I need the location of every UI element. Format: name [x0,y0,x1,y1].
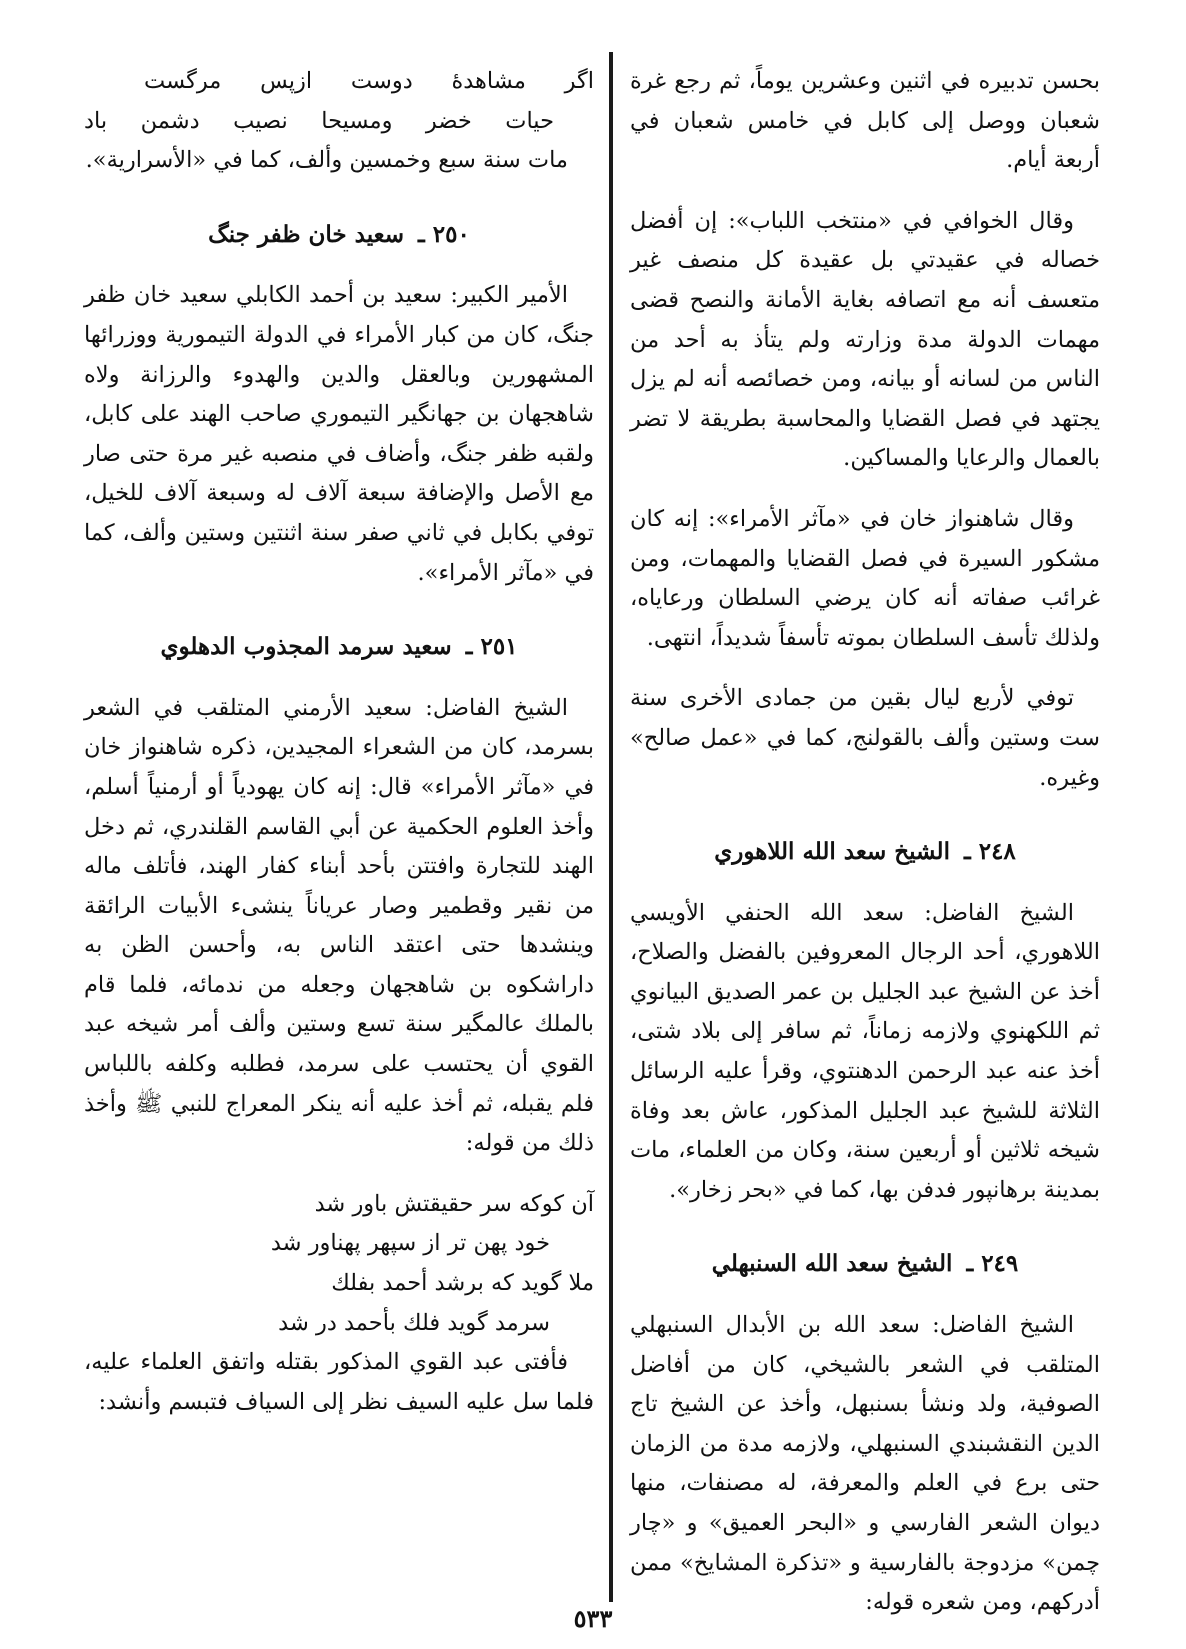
entry-body-251: الشيخ الفاضل: سعيد الأرمني المتلقب في الشعر بسرمد، كان من الشعراء المجيدين، ذكره شاهنواز خان في «مآثر الأمراء» قال: إنه كان يهودياً أو أرمنياً أسلم، وأخذ العلوم الحكمية عن أبي القاسم القلندري، ثم دخل الهند للتجارة وافتتن بأحد أبناء كفار الهند، فأتلف ماله من نقير وقطمير وصار عرياناً ينشىء الأبيات الرائقة وينشدها حتى اعتقد الناس به، وأحسن الظن به داراشكوه بن شاهجهان وجعله من ندمائه، فلما قام بالملك عالمگير سنة تسع وستين وألف أمر شيخه عبد القوي أن يحتسب على سرمد، فطلبه وكلفه باللباس فلم يقبله، ثم أخذ عليه أنه ينكر المعراج للنبي ﷺ وأخذ ذلك من قوله: [84,694,594,1157]
right-column [630,62,1100,1623]
entry-heading-250 [84,215,594,255]
paragraph-shahnawaz-quote: وقال شاهنواز خان في «مآثر الأمراء»: إنه كان مشكور السيرة في فصل القضايا والمهمات، ومن غرائب صفاته أنه كان يرضي السلطان ورعاياه، ولذلك تأسف السلطان بموته تأسفاً شديداً، انتهى. [630,505,1100,651]
verse-line: اگر مشاهدهٔ دوست ازپس مرگست [144,68,594,94]
verse-line: حيات خضر ومسيحا نصيب دشمن باد [84,107,554,134]
verse-line: سرمد گويد فلك بأحمد در شد [278,1309,550,1336]
verse-line: آن كوكه سر حقيقتش باور شد [314,1190,594,1217]
entry-heading-251 [84,627,594,667]
entry-body-250: الأمير الكبير: سعيد بن أحمد الكابلي سعيد خان ظفر جنگ، كان من كبار الأمراء في الدولة التيمورية ووزرائها المشهورين وبالعقل والدين والهدوء والرزانة ولاه شاهجهان بن جهانگير التيموري صاحب الهند على كابل، ولقبه ظفر جنگ، وأضاف في منصبه غير مرة حتى صار مع الأصل والإضافة سبعة آلاف له وسبعة آلاف للخيل، توفي بكابل في ثاني صفر سنة اثنتين وستين وألف، كما في «مآثر الأمراء». [84,282,594,586]
left-column [84,62,594,1422]
entry-heading-249 [630,1244,1100,1284]
paragraph-continuation: بحسن تدبيره في اثنين وعشرين يوماً، ثم رجع غرة شعبان ووصل إلى كابل في خامس شعبان في أربعة أيام. [630,68,1100,174]
entry-number-251: ٢٥١ ـ [465,633,518,661]
entry-number-248: ٢٤٨ ـ [963,838,1016,866]
entry-title-250: سعيد خان ظفر جنگ [208,220,405,248]
paragraph-fatwa: فأفتى عبد القوي المذكور بقتله واتفق العلماء عليه، فلما سل عليه السيف نظر إلى السياف فتبسم وأنشد: [84,1349,594,1415]
entry-title-251: سعيد سرمد المجذوب الدهلوي [160,633,452,661]
paragraph-khawafi-quote: وقال الخوافي في «منتخب اللباب»: إن أفضل خصاله في عقيدتي بل عقيدة كل منصف غير متعسف أنه مع اتصافه بغاية الأمانة والنصح قضى مهمات الدولة مدة وزارته ولم يتأذ به أحد من الناس من لسانه أو بيانه، ومن خصائصه أنه لم يزل يجتهد في فصل القضايا والمحاسبة بطريقة لا تضر بالعمال والرعايا والمساكين. [630,207,1100,472]
entry-heading-248 [630,832,1100,872]
verse-line: خود پهن تر از سپهر پهناور شد [270,1230,550,1257]
entry-body-248: الشيخ الفاضل: سعد الله الحنفي الأويسي اللاهوري، أحد الرجال المعروفين بالفضل والصلاح، أخذ عن الشيخ عبد الجليل بن عمر الصديق البيانوي ثم اللكهنوي ولازمه زماناً، ثم سافر إلى بلاد شتى، أخذ عنه عبد الرحمن الدهنتوي، وقرأ عليه الرسائل الثلاثة للشيخ عبد الجليل المذكور، عاش بعد وفاة شيخه ثلاثين أو أربعين سنة، وكان من العلماء، مات بمدينة برهانپور فدفن بها، كما في «بحر زخار». [630,899,1100,1203]
entry-title-248: الشيخ سعد الله اللاهوري [714,838,950,866]
verse-line: ملا گويد كه برشد أحمد بفلك [331,1270,594,1297]
entry-title-249: الشيخ سعد الله السنبهلي [711,1250,953,1278]
paragraph-death-note: توفي لأربع ليال بقين من جمادى الأخرى سنة ست وستين وألف بالقولنج، كما في «عمل صالح» وغيره. [630,685,1100,791]
entry-number-249: ٢٤٩ ـ [966,1250,1019,1278]
paragraph-death-note-left: مات سنة سبع وخمسين وألف، كما في «الأسرارية». [85,147,568,174]
page-number: ٥٣٣ [573,1604,613,1633]
entry-number-250: ٢٥٠ ـ [418,220,470,248]
entry-body-249: الشيخ الفاضل: سعد الله بن الأبدال السنبهلي المتلقب في الشعر بالشيخي، كان من أفاضل الصوفية، ولد ونشأ بسنبهل، وأخذ عن الشيخ تاج الدين النقشبندي السنبهلي، ولازمه مدة من الزمان حتى برع في العلم والمعرفة، له مصنفات، منها ديوان الشعر الفارسي و «البحر العميق» و «چار چمن» مزدوجة بالفارسية و «تذكرة المشايخ» ممن أدركهم، ومن شعره قوله: [630,1312,1100,1616]
column-divider [609,52,613,1602]
